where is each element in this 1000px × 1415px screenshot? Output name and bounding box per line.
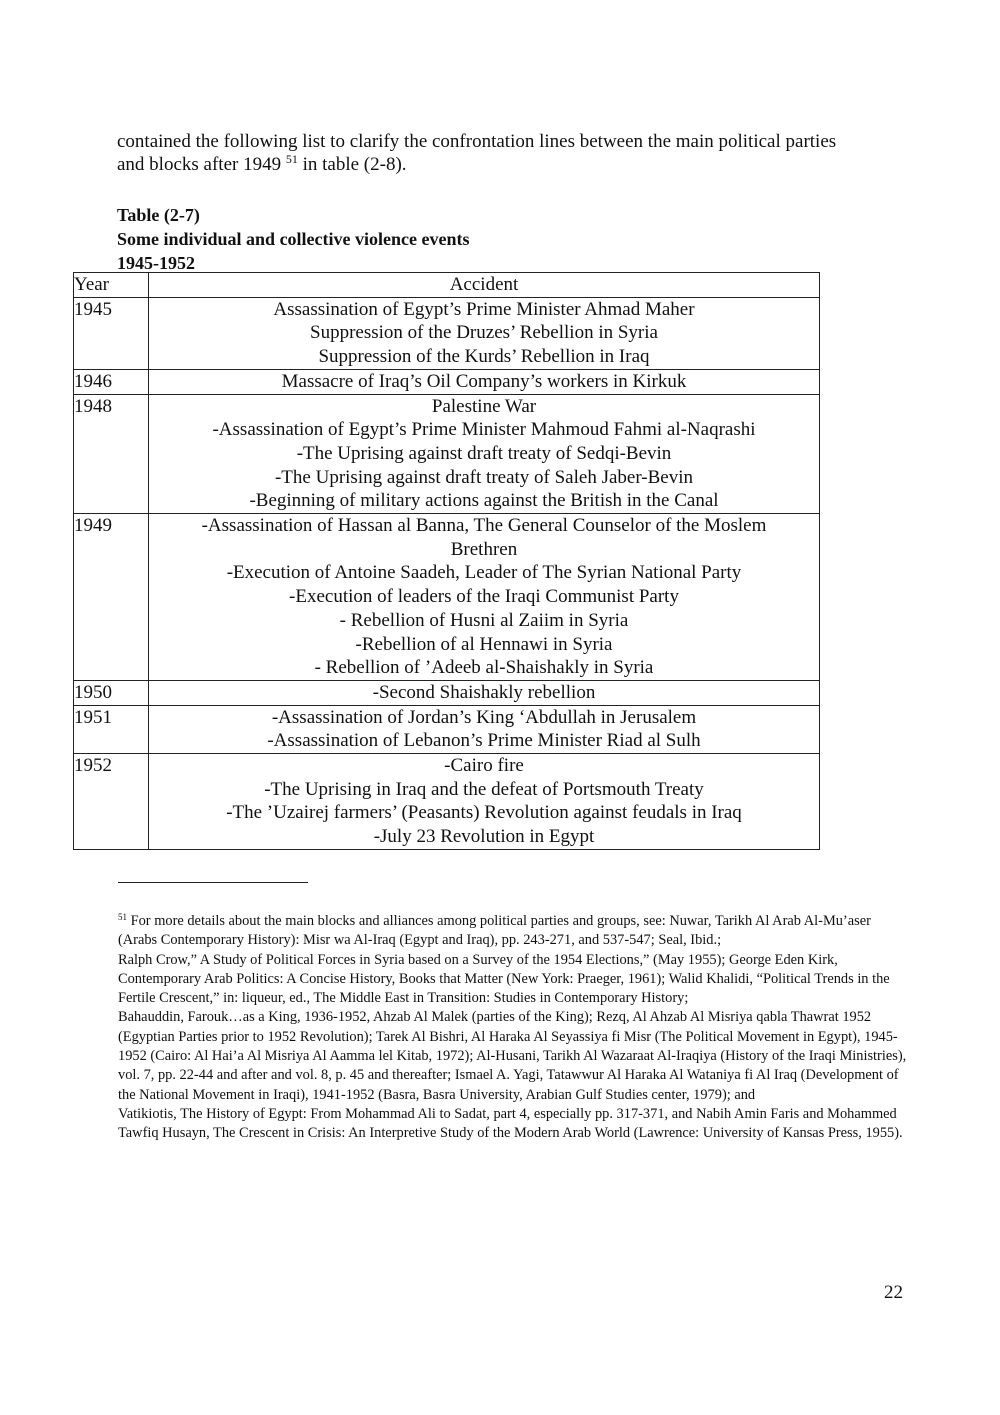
table-row	[74, 394, 820, 514]
footnotes	[118, 912, 908, 1144]
table-row	[74, 369, 820, 394]
event-item: -The Uprising against draft treaty of Sedqi-Bevin	[296, 442, 672, 464]
accident-cell	[149, 514, 820, 681]
accident-cell	[149, 394, 820, 514]
table-row	[74, 705, 820, 753]
footnote-marker: 51	[118, 912, 127, 922]
footnote-text: For more details about the main blocks and alliances among political parties and groups, see: Nuwar, Tarikh Al Arab Al-Mu’aser (Arabs Contemporary History): Misr wa Al-Iraq (Egypt and Iraq), pp. 243-271, and 537-547; Seal, Ibid.;	[118, 913, 871, 949]
table-row	[74, 680, 820, 705]
event-item: -Execution of leaders of the Iraqi Communist Party	[289, 586, 679, 608]
event-item: -Rebellion of al Hennawi in Syria	[355, 633, 613, 655]
year-cell: 1948	[74, 394, 149, 514]
violence-events-table	[73, 272, 820, 850]
page-number: 22	[884, 1282, 903, 1303]
table-years: 1945-1952	[117, 253, 195, 273]
footnote-paragraph	[118, 912, 908, 951]
event-item: -Execution of Antoine Saadeh, Leader of The Syrian National Party	[226, 562, 742, 584]
footnote-paragraph: Ralph Crow,” A Study of Political Forces in Syria based on a Survey of the 1954 Elections,” (May 1955); George Eden Kirk, Contemporary Arab Politics: A Concise History, Books that Matter (New York: Praeger, 1961); Walid Khalidi, “Political Trends in the Fertile Crescent,” in: liqueur, ed., The Middle East in Transition: Studies in Contemporary History;	[118, 951, 890, 1007]
footnote-reference[interactable]: 51	[285, 152, 298, 166]
intro-text: and blocks after 1949	[117, 154, 282, 175]
event-item: -Assassination of Lebanon’s Prime Minister Riad al Sulh	[267, 730, 701, 752]
accident-cell	[149, 297, 820, 369]
intro-line-1: contained the following list to clarify the confrontation lines between the main political parties	[117, 131, 837, 152]
year-cell: 1950	[74, 680, 149, 705]
footnote-paragraph: Bahauddin, Farouk…as a King, 1936-1952, Ahzab Al Malek (parties of the King); Rezq, Al Ahzab Al Misriya qabla Thawrat 1952 (Egyptian Parties prior to 1952 Revolution); Tarek Al Bishri, Al Haraka Al Seyassiya fi Misr (The Political Movement in Egypt), 1945-1952 (Cairo: Al Hai’a Al Misriya Al Aamma lel Kitab, 1972); Al-Husani, Tarikh Al Wazaraat Al-Iraqiya (History of the Iraqi Ministries), vol. 7, pp. 22-44 and after and vol. 8, p. 45 and thereafter; Ismael A. Yagi, Tatawwur Al Haraka Al Wataniya fi Al Iraq (Development of the National Movement in Iraqi), 1941-1952 (Basra, Basra University, Arabian Gulf Studies center, 1979); and	[118, 1009, 907, 1103]
event-item: -Assassination of Hassan al Banna, The General Counselor of the Moslem	[201, 515, 767, 537]
event-item: -Second Shaishakly rebellion	[372, 681, 596, 703]
intro-paragraph	[117, 130, 907, 176]
table-row	[74, 514, 820, 681]
accident-cell	[149, 369, 820, 394]
footnote-paragraph: Vatikiotis, The History of Egypt: From Mohammad Ali to Sadat, part 4, especially pp. 317-371, and Nabih Amin Faris and Mohammed Tawfiq Husayn, The Crescent in Crisis: An Interpretive Study of the Modern Arab World (Lawrence: University of Kansas Press, 1955).	[118, 1105, 903, 1142]
footnote-separator	[118, 882, 308, 883]
event-item: Palestine War	[431, 395, 537, 417]
event-item: -July 23 Revolution in Egypt	[373, 826, 595, 848]
year-cell: 1952	[74, 754, 149, 850]
table-caption	[117, 203, 470, 275]
event-item: -The Uprising in Iraq and the defeat of Portsmouth Treaty	[264, 778, 704, 800]
event-item: -The Uprising against draft treaty of Saleh Jaber-Bevin	[274, 466, 693, 488]
event-item: - Rebellion of ’Adeeb al-Shaishakly in Syria	[314, 657, 654, 679]
intro-line-2	[117, 153, 907, 176]
event-item: -Assassination of Jordan’s King ‘Abdullah in Jerusalem	[271, 706, 697, 728]
year-cell: 1949	[74, 514, 149, 681]
event-item: - Rebellion of Husni al Zaiim in Syria	[339, 609, 629, 631]
event-item: Massacre of Iraq’s Oil Company’s workers in Kirkuk	[281, 370, 687, 392]
table-header-row	[74, 273, 820, 298]
event-item: -The ’Uzairej farmers’ (Peasants) Revolution against feudals in Iraq	[226, 802, 742, 824]
event-item: Suppression of the Druzes’ Rebellion in Syria	[310, 322, 658, 344]
event-item: Suppression of the Kurds’ Rebellion in Iraq	[318, 346, 650, 368]
accident-cell	[149, 705, 820, 753]
table-title: Some individual and collective violence events	[117, 229, 470, 249]
accident-cell	[149, 680, 820, 705]
year-cell: 1945	[74, 297, 149, 369]
event-item: -Assassination of Egypt’s Prime Minister Mahmoud Fahmi al-Naqrashi	[212, 419, 756, 441]
event-item: Assassination of Egypt’s Prime Minister Ahmad Maher	[273, 298, 695, 320]
event-item: -Beginning of military actions against the British in the Canal	[249, 490, 719, 512]
accident-column-header: Accident	[149, 273, 820, 298]
event-item: Brethren	[450, 538, 518, 560]
intro-text-end: in table (2-8).	[297, 154, 407, 175]
year-cell: 1951	[74, 705, 149, 753]
table-row	[74, 754, 820, 850]
accident-cell	[149, 754, 820, 850]
year-column-header: Year	[74, 273, 149, 298]
event-item: -Cairo fire	[444, 755, 524, 777]
table-row	[74, 297, 820, 369]
table-label: Table (2-7)	[117, 205, 200, 225]
year-cell: 1946	[74, 369, 149, 394]
